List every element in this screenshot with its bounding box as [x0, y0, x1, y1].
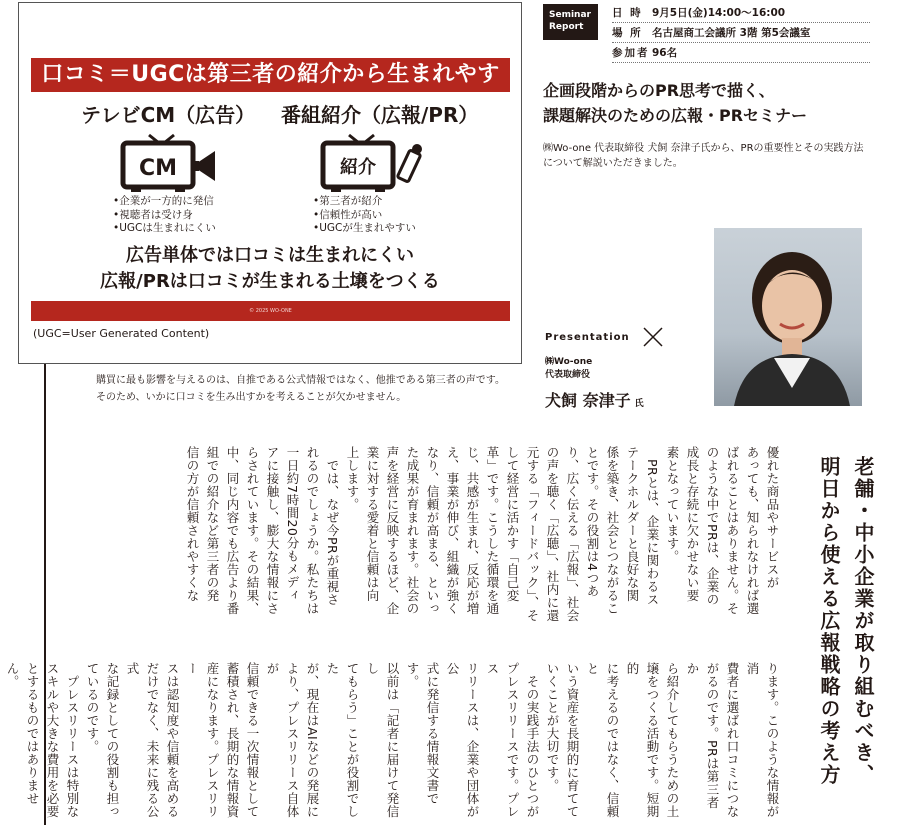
article-column: 革」です。こうした循環を通 [485, 446, 500, 615]
article-column: ているのです。 [85, 662, 100, 753]
lead-text: ㈱Wo-one 代表取締役 犬飼 奈津子氏から、PRの重要性とその実践方法について解説いただきました。 [543, 143, 864, 169]
slide-conclusion-2: 広報/PRは口コミが生まれる土壌をつくる [100, 271, 440, 292]
honorific: 氏 [634, 399, 644, 409]
tv-cm-screen-text: CM [138, 156, 178, 181]
bullet-item: • 信頼性が高い [313, 209, 416, 223]
article-title [812, 456, 880, 816]
info-label: 場 所 [612, 27, 643, 39]
article-column: その実践手法のひとつが [525, 662, 540, 818]
slide-explanation-line: 購買に最も影響を与えるのは、自推である公式情報ではなく、他推である第三者の声です。 [96, 375, 505, 386]
article-column: らされています。その結果、 [245, 446, 260, 615]
article-column: 費者に選ばれ口コミにつな [725, 662, 740, 818]
article-column: なり、信頼が高まる、といっ [425, 446, 440, 615]
slide-banner: 口コミ＝UGCは第三者の紹介から生まれやすい [31, 58, 510, 92]
badge-line: Report [549, 22, 584, 32]
article-column: プレスリリースは特別な [65, 662, 80, 818]
presenter-name-text: 犬飼 奈津子 [545, 391, 631, 410]
article-column: いう資産を長期的に育てて [565, 662, 580, 818]
info-label: 日 時 [612, 7, 643, 19]
article-column: 以前は「記者に届けて発信し [365, 662, 400, 818]
bullet-item: • UGCが生まれやすい [313, 222, 416, 236]
cross-icon [642, 326, 664, 348]
article-column: PRとは、企業に関わるス [645, 446, 660, 607]
presenter-name [545, 388, 644, 411]
article-column: 組での紹介など第三者の発 [205, 446, 220, 602]
article-column: が、現在はAIなどの発展に [305, 662, 320, 819]
slide-explanation-line: そのため、いかに口コミを生み出すかを考えることが欠かせません。 [96, 392, 407, 403]
bullet-item: • 視聴者は受け身 [113, 209, 216, 223]
article-column: 産になります。プレスリリー [185, 662, 220, 818]
article-column: ら紹介してもらうための土 [665, 662, 680, 818]
article-column: では、なぜ今PRが重視さ [325, 446, 340, 607]
article-body-upper [82, 446, 782, 642]
article-column: 一日約7時間20分もメディ [285, 446, 300, 602]
program-bullets [313, 195, 416, 236]
article-column: いくことが大切です。 [545, 662, 560, 792]
headline-line: 課題解決のための広報・PRセミナー [543, 106, 808, 125]
article-column: に考えるのではなく、信頼と [585, 662, 620, 818]
company-name: ㈱Wo-one [545, 357, 593, 367]
headline-line: 企画段階からのPR思考で描く、 [543, 81, 775, 100]
article-column: ります。このような情報が消 [745, 662, 780, 818]
article-column: の声を聴く「広聴」、社内に還 [545, 446, 560, 622]
info-value: 名古屋商工会議所 3階 第5会議室 [652, 27, 811, 39]
bullet-item: • 第三者が紹介 [313, 195, 416, 209]
article-column: より、プレスリリース自体が [265, 662, 300, 818]
article-column: 成長と存続に欠かせない要 [685, 446, 700, 602]
article-column: 上します。 [345, 446, 360, 511]
info-row-attendees [612, 43, 870, 63]
article-column: リリースは、企業や団体が公 [445, 662, 480, 818]
bullet-item: • UGCは生まれにくい [113, 222, 216, 236]
article-column: じ、共感が生まれ、反応が増 [465, 446, 480, 615]
article-column: して経営に活かす「自己変 [505, 446, 520, 602]
article-body-lower [5, 662, 782, 822]
badge-line: Seminar [549, 10, 591, 20]
article-column: だけでなく、未来に残る公式 [125, 662, 160, 818]
presentation-slide [18, 2, 522, 364]
article-column: 業に対する愛着と信頼は向 [365, 446, 380, 602]
article-column: 素となっています。 [665, 446, 680, 563]
article-column: え、事業が伸び、組織が強く [445, 446, 460, 615]
article-column: 元する「フィードバック」、そ [525, 446, 540, 622]
article-column: 中、同じ内容でも広告より番 [225, 446, 240, 615]
tv-program-screen-text: 紹介 [340, 157, 376, 178]
info-row-datetime [612, 3, 870, 23]
article-column: 信頼できる一次情報として [245, 662, 260, 818]
article-column: テークホルダーと良好な関 [625, 446, 640, 602]
article-title-line: 老舗・中小企業が取り組むべき、 [851, 456, 875, 786]
article-column: スは認知度や信頼を高める [165, 662, 180, 818]
presenter-portrait [714, 228, 862, 406]
info-row-venue [612, 23, 870, 43]
info-value: 9月5日(金)14:00〜16:00 [652, 7, 786, 19]
program-intro-title: 番組紹介（広報/PR） [281, 103, 479, 127]
bullet-item: • 企業が一方的に発信 [113, 195, 216, 209]
tv-program-icon [319, 133, 439, 193]
event-info [612, 3, 870, 63]
article-column: た成果が育まれます。社会の [405, 446, 420, 615]
article-column: 声を経営に反映するほど、企 [385, 446, 400, 615]
presenter-role: 代表取締役 [545, 370, 591, 380]
presentation-label: Presentation [545, 332, 630, 343]
seminar-report-badge [543, 4, 598, 40]
slide-conclusion-1: 広告単体では口コミは生まれにくい [126, 245, 414, 266]
article-column: 蓄積され、長期的な情報資 [225, 662, 240, 818]
portrait-image [714, 228, 862, 406]
article-column: 信の方が信頼されやすくな [185, 446, 200, 602]
article-column: スキルや大きな費用を必要 [45, 662, 60, 818]
tv-cm-title: テレビCM（広告） [81, 103, 256, 127]
article-column: アに接触し、膨大な情報にさ [265, 446, 280, 615]
headline [543, 78, 807, 128]
article-column: 係を築き、社会とつながるこ [605, 446, 620, 615]
article-column: のような中でPRは、企業の [705, 446, 720, 607]
article-column: り、広く伝える「広報」、社会 [565, 446, 580, 622]
info-value: 96名 [652, 47, 678, 59]
tv-cm-icon [119, 133, 239, 193]
slide-footer: © 2025 WO-ONE [31, 301, 510, 321]
info-label: 参加者 [612, 47, 650, 59]
slide-explanation [96, 372, 516, 406]
article-column: な記録としての役割も担っ [105, 662, 120, 818]
article-column: れるのでしょうか。私たちは [305, 446, 320, 615]
tv-cm-bullets [113, 195, 216, 236]
article-column: あっても、知られなければ選 [745, 446, 760, 615]
article-column: 壌をつくる活動です。短期的 [625, 662, 660, 818]
article-title-line: 明日から使える広報戦略の考え方 [817, 456, 841, 786]
article-column: ばれることはありません。そ [725, 446, 740, 615]
article-column: 優れた商品やサービスが [765, 446, 780, 589]
article-column: とするものではありません。 [5, 662, 40, 805]
article-column: とです。その役割は4つあ [585, 446, 600, 598]
article-column: がるのです。PRは第三者か [685, 662, 720, 810]
slide-caption: (UGC=User Generated Content) [33, 327, 210, 340]
article-column: てもらう」ことが役割でした [325, 662, 360, 818]
article-column: プレスリリースです。プレス [485, 662, 520, 818]
article-column: 式に発信する情報文書です。 [405, 662, 440, 805]
presenter-company [545, 356, 592, 382]
